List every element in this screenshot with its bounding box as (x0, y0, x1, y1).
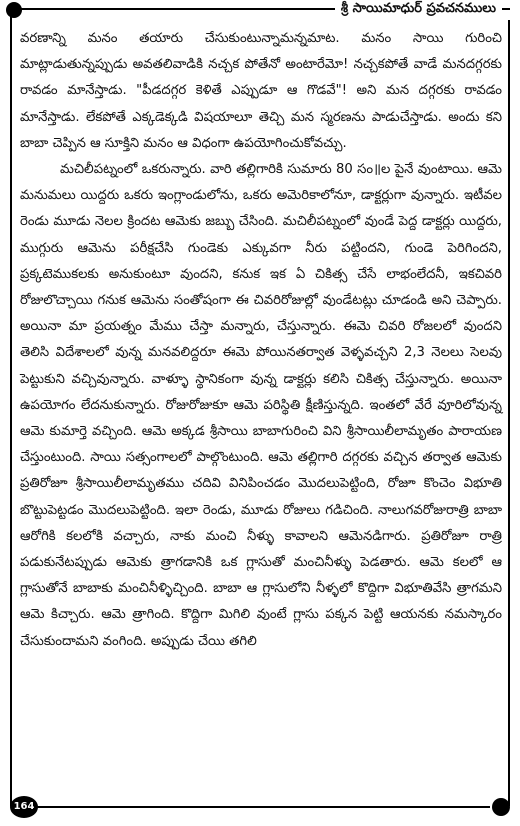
paragraph-2: మచిలీపట్నంలో ఒకరున్నారు. వారి తల్లిగారికి సుమారు 80 సం॥ల పైనే వుంటాయి. ఆమె మనుమలు యిద్దరు ఒకరు ఇంగ్లాండులోను, ఒకరు అమెరికాలోనూ, డాక్టర్లుగా వున్నారు. ఇటీవల రెండు మూడు నెలల క్రిందట ఆమెకు జబ్బు చేసింది. మచిలీపట్నంలో వుండే పెద్ద డాక్టర్లు యిద్దరు, ముగ్గురు ఆమెను పరీక్షచేసి గుండెకు ఎక్కువగా నీరు పట్టిందని, గుండె పెరిగిందని, ప్రక్కటెముకలకు అనుకుంటూ వుందని, కనుక ఇక ఏ చికిత్స చేసే లాభంలేదనీ, ఇకచివరి రోజులొచ్చాయి గనుక ఆమెను సంతోషంగా ఈ చివరిరోజుల్లో వుండేటట్లు చూడండి అని చెప్పారు. అయినా మా ప్రయత్నం మేము చేస్తా మన్నారు, చేస్తున్నారు. ఈమె చివరి రోజలలో వుందని తెలిసి విదేశాలలో వున్న మనవలిద్దరూ ఈమె పోయినతర్వాత వెళ్ళవచ్చని 2,3 నెలలు సెలవు పెట్టుకుని వచ్చివున్నారు. వాళ్ళూ స్థానికంగా వున్న డాక్టర్లు కలిసి చికిత్స చేస్తున్నారు. అయినా ఉపయోగం లేదనుకున్నారు. రోజురోజుకూ ఆమె పరిస్థితి క్షీణిస్తున్నది. ఇంతలో వేరే వూరిలోవున్న ఆమె కుమార్తె వచ్చింది. ఆమె అక్కడ శ్రీసాయి బాబాగురించి విని శ్రీసాయిలీలామృతం పారాయణ చేస్తుంటుంది. సాయి సత్సంగాలలో పాల్గొంటుంది. ఆమె తల్లిగారి దగ్గరకు వచ్చిన తర్వాత ఆమెకు ప్రతిరోజూ శ్రీసాయిలీలామృతము చదివి వినిపించడం మొదలుపెట్టింది, రోజూ కొంచెం విభూతి బొట్టుపెట్టడం మొదలుపెట్టింది. ఇలా రెండు, మూడు రోజులు గడిచింది. నాలుగవరోజురాత్రి బాబా ఆరోగికి కలలోకి వచ్చారు, నాకు మంచి నీళ్ళు కావాలని ఆమెనడిగారు. ప్రతిరోజూ రాత్రి పడుకునేటప్పుడు ఆమెకు త్రాగడానికి ఒక గ్లాసుతో మంచినీళ్ళు పెడతారు. ఆమె కలలో ఆ గ్లాసుతోనే బాబాకు మంచినీళ్ళిచ్చింది. బాబా ఆ గ్లాసులోని నీళ్ళలో కొద్దిగా విభూతివేసి త్రాగమని ఆమె కిచ్చారు. ఆమె త్రాగింది. కొద్దిగా మిగిలి వుంటే గ్లాసు పక్కన పెట్టి ఆయనకు నమస్కారం చేసుకుందామని వంగింది. అప్పుడు చేయి తగిలి (20, 162, 502, 649)
right-margin-rule (508, 20, 510, 806)
left-margin-rule (10, 10, 12, 806)
paragraph-1: వరణాన్ని మనం తయారు చేసుకుంటున్నామన్నమాట. మనం సాయి గురించి మాట్లాడుతున్నప్పుడు అవతలివాడికి నచ్చక పోతేనో అంటారేమో! నచ్చకపోతే వాడే మనదగ్గరకు రావడం మానేస్తాడు. "పీడదగ్గర కెళితే ఎప్పుడూ ఆ గొడవే"! అని మన దగ్గరకు రావడం మానేస్తాడు. లేకపోతే ఎక్కడెక్కడి విషయాలూ తెచ్చి మన స్మరణను పాడుచేస్తాడు. అందు కని బాబా చెప్పిన ఆ సూక్తిని మనం ఆ విధంగా ఉపయోగించుకోవచ్చు. (20, 31, 502, 151)
header-ornament-dot (6, 2, 22, 18)
footer-rule (30, 806, 490, 808)
running-header-title: శ్రీ సాయిమాధుర్ ప్రవచనములు (335, 0, 502, 18)
page-body (20, 26, 502, 655)
footer-ornament-dot (492, 798, 510, 816)
page-number-badge: 164 (10, 796, 38, 818)
